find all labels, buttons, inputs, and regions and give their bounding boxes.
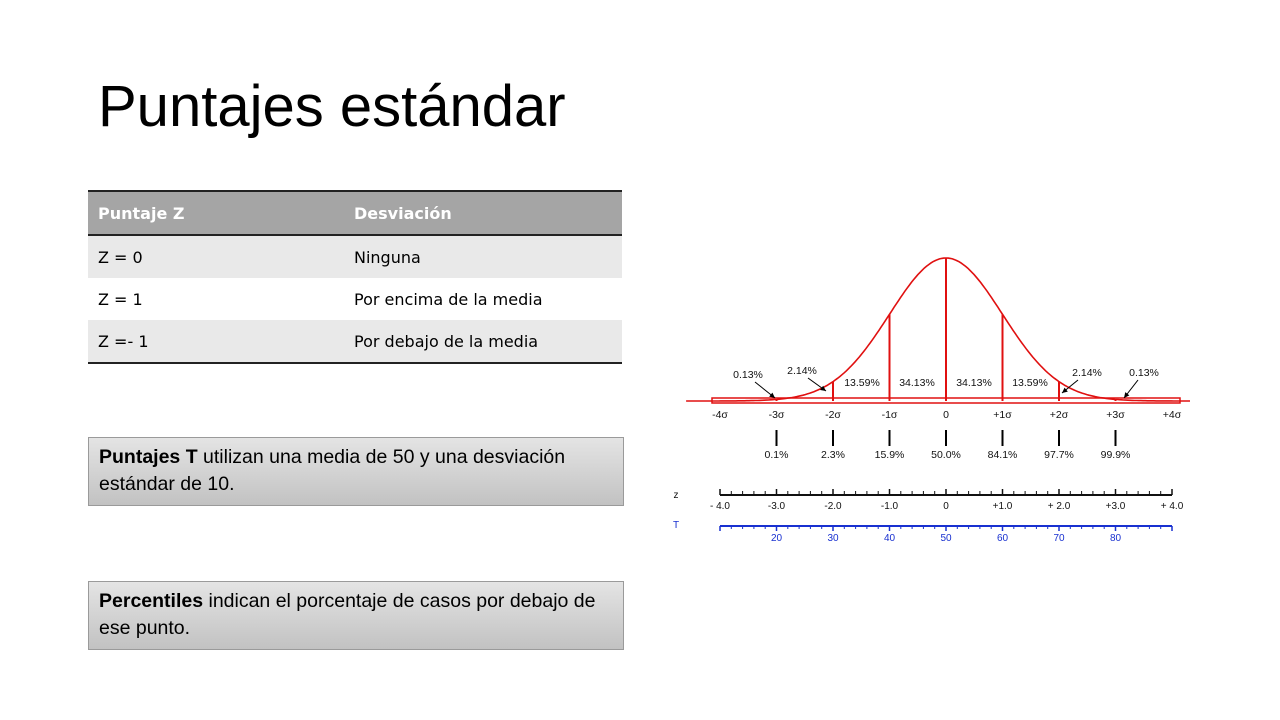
t-tick-label: 80 (1109, 533, 1122, 544)
cumulative-percent-label: 2.3% (821, 449, 845, 461)
area-percent-label: 13.59% (844, 377, 880, 389)
sigma-label: +2σ (1049, 409, 1069, 421)
area-percent-label: 0.13% (733, 369, 763, 381)
t-scores-text: utilizan una media de 50 y una desviación estándar de 10. (99, 446, 566, 495)
table-cell: Z = 1 (98, 289, 143, 309)
table-cell: Por debajo de la media (354, 331, 539, 351)
area-percent-label: 2.14% (1072, 367, 1102, 379)
table-row (88, 320, 622, 363)
area-percent-label: 34.13% (899, 377, 935, 389)
z-score-table (88, 190, 622, 364)
arrow-head (1124, 392, 1129, 398)
z-tick-label: -1.0 (880, 501, 899, 512)
table-row (88, 278, 622, 320)
cumulative-percent-label: 50.0% (931, 449, 961, 461)
z-axis-label: z (673, 490, 679, 501)
table-cell: Por encima de la media (354, 289, 543, 309)
area-percent-label: 13.59% (1012, 377, 1048, 389)
header-z-score: Puntaje Z (98, 203, 185, 223)
table-cell: Z = 0 (98, 247, 143, 267)
sigma-label: -1σ (881, 409, 898, 421)
area-percent-label: 34.13% (956, 377, 992, 389)
cumulative-percent-label: 99.9% (1100, 449, 1131, 461)
z-tick-label: -3.0 (767, 501, 786, 512)
z-tick-label: +3.0 (1105, 501, 1126, 512)
percentiles-note (88, 581, 624, 650)
z-tick-label: 0 (943, 501, 949, 512)
percentiles-text: indican el porcentaje de casos por debajo de ese punto. (99, 590, 596, 639)
cumulative-percent-label: 97.7% (1044, 449, 1074, 461)
percentiles-term: Percentiles (99, 590, 204, 612)
t-tick-label: 40 (883, 533, 896, 544)
normal-distribution-chart (660, 250, 1190, 550)
area-percent-label: 2.14% (787, 365, 817, 377)
sigma-label: +1σ (993, 409, 1012, 421)
t-tick-label: 50 (940, 533, 952, 544)
t-tick-label: 30 (827, 533, 839, 544)
t-scores-term: Puntajes T (99, 446, 198, 468)
t-tick-label: 60 (996, 533, 1009, 544)
z-tick-label: +1.0 (992, 501, 1013, 512)
sigma-label: -2σ (825, 409, 841, 421)
table-header-row (88, 191, 622, 235)
z-tick-label: + 4.0 (1160, 501, 1184, 512)
sigma-label: +4σ (1162, 409, 1182, 421)
t-scores-note (88, 437, 624, 506)
header-deviation: Desviación (354, 203, 452, 223)
z-tick-label: - 4.0 (709, 501, 731, 512)
t-axis-label: T (672, 520, 680, 531)
t-tick-label: 20 (770, 533, 783, 544)
sigma-label: -3σ (768, 409, 785, 421)
table-cell: Ninguna (354, 247, 421, 267)
slide-title: Puntajes estándar (98, 74, 566, 139)
t-tick-label: 70 (1053, 533, 1065, 544)
cumulative-percent-label: 0.1% (764, 449, 789, 461)
sigma-label: 0 (943, 409, 949, 421)
cumulative-percent-label: 15.9% (874, 449, 905, 461)
table-row (88, 235, 622, 278)
table-cell: Z =- 1 (98, 331, 149, 351)
sigma-label: +3σ (1106, 409, 1125, 421)
z-tick-label: -2.0 (824, 501, 842, 512)
sigma-label: -4σ (712, 409, 728, 421)
cumulative-percent-label: 84.1% (987, 449, 1018, 461)
area-percent-label: 0.13% (1129, 367, 1159, 379)
z-tick-label: + 2.0 (1047, 501, 1071, 512)
